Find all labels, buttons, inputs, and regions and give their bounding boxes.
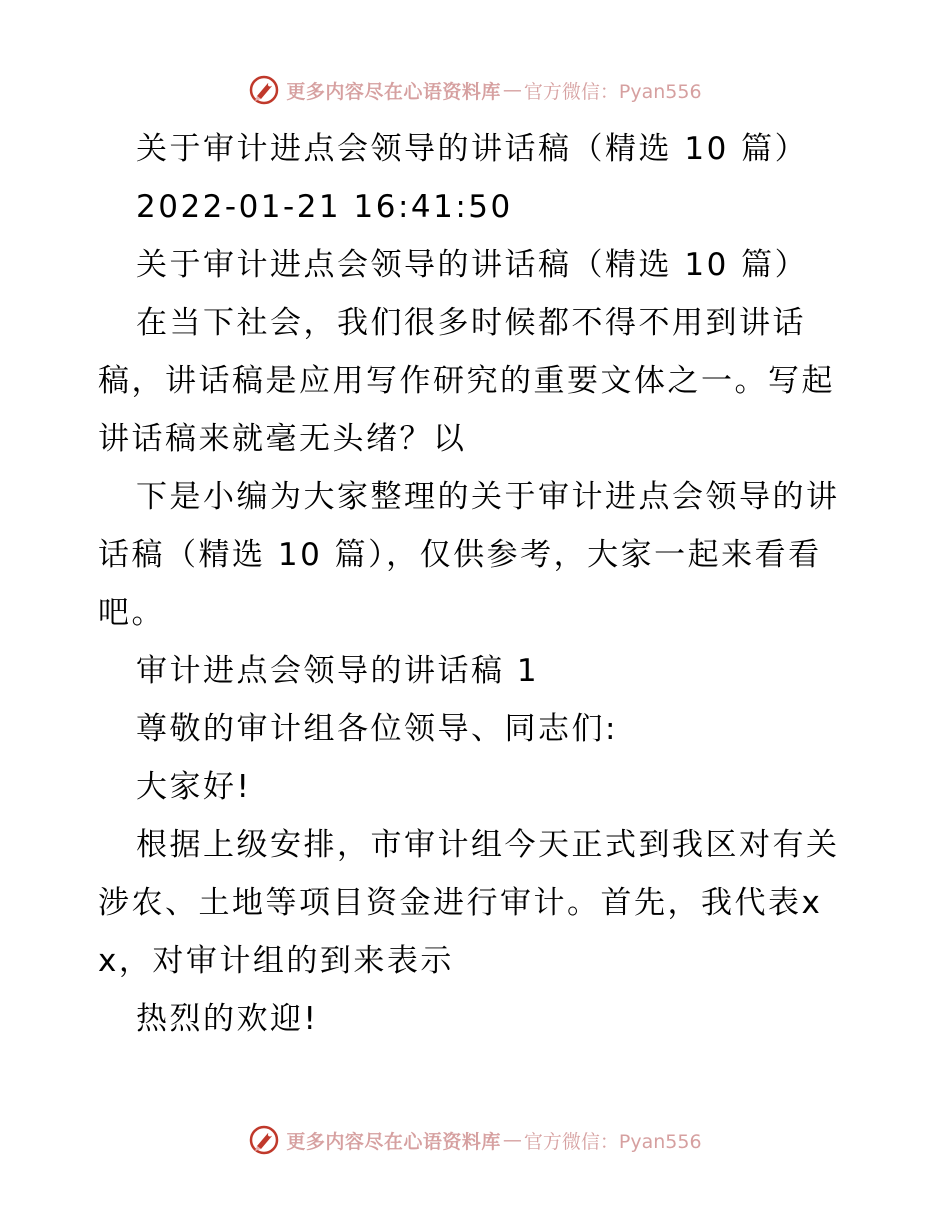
intro-paragraph-1: 在当下社会，我们很多时候都不得不用到讲话稿，讲话稿是应用写作研究的重要文体之一。写起讲话稿来就毫无头绪？以 (98, 305, 835, 457)
intro-paragraph-2: 下是小编为大家整理的关于审计进点会领导的讲话稿（精选 10 篇），仅供参考，大家一起来看看吧。 (98, 479, 840, 631)
greeting: 大家好! (136, 769, 252, 805)
watermark-separator: — (502, 79, 522, 101)
document-title: 关于审计进点会领导的讲话稿（精选 10 篇） (136, 131, 809, 167)
watermark-main-text: 更多内容尽在心语资料库 (286, 1130, 501, 1153)
pen-logo-icon (248, 1124, 280, 1156)
document-body (98, 120, 858, 1048)
watermark-separator: — (502, 1129, 522, 1151)
watermark-sub-text: 官方微信：Pyan556 (523, 1130, 702, 1153)
body-paragraph-2: 热烈的欢迎! (136, 1001, 319, 1037)
watermark-main-text: 更多内容尽在心语资料库 (286, 80, 501, 103)
document-title-repeat: 关于审计进点会领导的讲话稿（精选 10 篇） (136, 247, 809, 283)
footer-watermark (0, 1120, 950, 1160)
section-heading: 审计进点会领导的讲话稿 1 (136, 653, 540, 689)
header-watermark (0, 70, 950, 110)
salutation: 尊敬的审计组各位领导、同志们: (136, 711, 618, 747)
body-paragraph-1: 根据上级安排，市审计组今天正式到我区对有关涉农、土地等项目资金进行审计。首先，我代表xx，对审计组的到来表示 (98, 827, 840, 979)
watermark-sub-text: 官方微信：Pyan556 (523, 80, 702, 103)
document-datetime: 2022-01-21 16:41:50 (136, 189, 513, 225)
pen-logo-icon (248, 74, 280, 106)
